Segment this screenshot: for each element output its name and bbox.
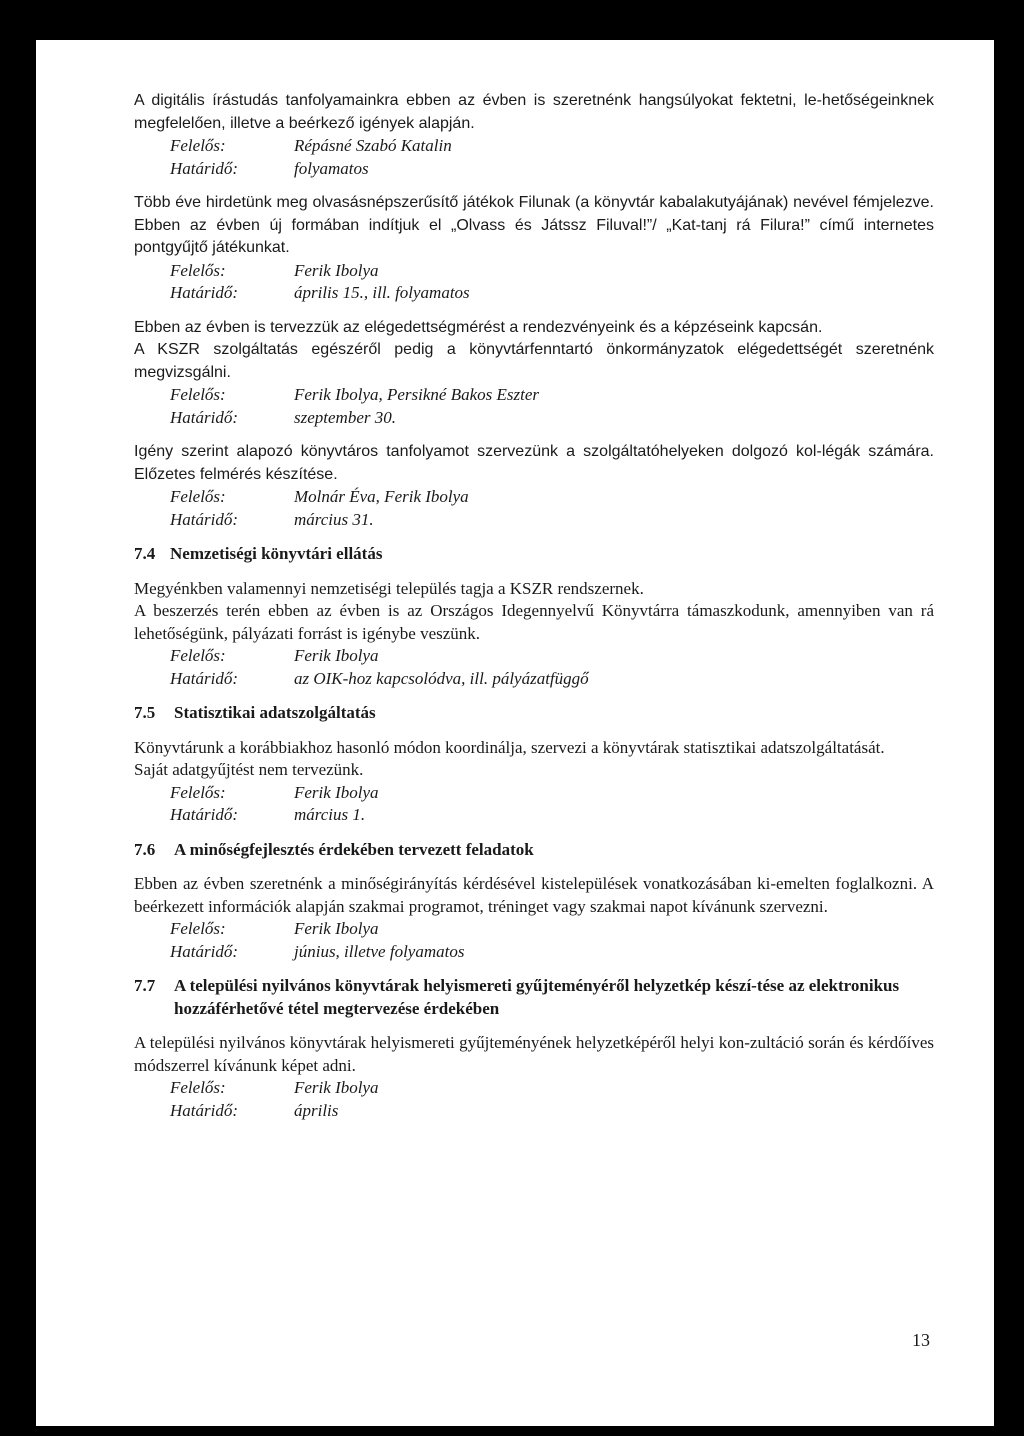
responsible-row xyxy=(134,486,934,509)
section-number: 7.7 xyxy=(134,976,156,995)
deadline-row xyxy=(134,1100,934,1123)
felelos-value: Ferik Ibolya xyxy=(294,646,379,665)
section-number: 7.4 xyxy=(134,544,156,563)
section-title: Statisztikai adatszolgáltatás xyxy=(174,703,376,722)
felelos-value: Molnár Éva, Ferik Ibolya xyxy=(294,487,469,506)
paragraph: A KSZR szolgáltatás egészéről pedig a könyvtárfenntartó önkormányzatok elégedettségét szeretnénk megvizsgálni. xyxy=(134,341,934,381)
felelos-label: Felelős: xyxy=(170,487,226,506)
felelos-label: Felelős: xyxy=(170,385,226,404)
section-number: 7.6 xyxy=(134,839,156,859)
hatarido-label: Határidő: xyxy=(170,407,238,427)
hatarido-value: március 31. xyxy=(294,509,374,529)
paragraph: Megyénkben valamennyi nemzetiségi település tagja a KSZR rendszernek. xyxy=(134,578,644,598)
section-title: A települési nyilvános könyvtárak helyismereti gyűjteményéről helyzetkép készí-tése az elektronikus hozzáférhetővé tétel megtervezése érdekében xyxy=(174,976,900,1018)
section-title: A minőségfejlesztés érdekében tervezett feladatok xyxy=(174,839,534,859)
deadline-row xyxy=(134,941,934,964)
section-heading xyxy=(134,975,934,1020)
hatarido-label: Határidő: xyxy=(170,805,238,824)
paragraph: Saját adatgyűjtést nem tervezünk. xyxy=(134,760,364,779)
paragraph: Könyvtárunk a korábbiakhoz hasonló módon koordinálja, szervezi a könyvtárak statisztikai adatszolgáltatását. xyxy=(134,737,885,757)
hatarido-label: Határidő: xyxy=(170,668,238,688)
paragraph: Ebben az évben szeretnénk a minőségirányítás kérdésével kistelepülések vonatkozásában ki-emelten foglalkozni. A beérkezett információk alapján szakmai programot, tréninget vagy szakmai napot kívánunk szervezni. xyxy=(134,874,934,916)
felelos-label: Felelős: xyxy=(170,646,226,665)
hatarido-label: Határidő: xyxy=(170,509,238,529)
hatarido-value: szeptember 30. xyxy=(294,407,396,427)
hatarido-value: június, illetve folyamatos xyxy=(294,941,465,961)
hatarido-label: Határidő: xyxy=(170,158,238,178)
felelos-value: Répásné Szabó Katalin xyxy=(294,136,452,155)
felelos-value: Ferik Ibolya xyxy=(294,1078,379,1097)
felelos-label: Felelős: xyxy=(170,919,226,938)
responsible-row xyxy=(134,918,934,941)
responsible-row xyxy=(134,1077,934,1100)
felelos-label: Felelős: xyxy=(170,136,226,155)
felelos-value: Ferik Ibolya, Persikné Bakos Eszter xyxy=(294,385,540,404)
hatarido-value: folyamatos xyxy=(294,158,369,178)
hatarido-value: március 1. xyxy=(294,805,366,824)
section-heading xyxy=(134,543,934,566)
felelos-value: Ferik Ibolya xyxy=(294,260,379,280)
hatarido-value: április 15., ill. folyamatos xyxy=(294,283,470,302)
paragraph: A beszerzés terén ebben az évben is az Országos Idegennyelvű Könyvtárra támaszkodunk, amennyiben van rá lehetőségünk, pályázati forrást is igénybe veszünk. xyxy=(134,601,934,643)
responsible-row xyxy=(134,645,934,668)
section-heading xyxy=(134,702,934,725)
hatarido-label: Határidő: xyxy=(170,283,238,302)
hatarido-value: az OIK-hoz kapcsolódva, ill. pályázatfüggő xyxy=(294,668,589,688)
paragraph: A digitális írástudás tanfolyamainkra ebben az évben is szeretnénk hangsúlyokat fektetni, le-hetőségeinknek megfelelően, illetve a beérkező igények alapján. xyxy=(134,92,934,132)
deadline-row xyxy=(134,509,934,532)
hatarido-label: Határidő: xyxy=(170,1100,238,1120)
section-heading xyxy=(134,839,934,862)
paragraph: Ebben az évben is tervezzük az elégedettségmérést a rendezvényeink és a képzéseink kapcsán. xyxy=(134,318,823,336)
page-number: 13 xyxy=(912,1330,930,1350)
responsible-row xyxy=(134,384,934,407)
document-page xyxy=(36,40,994,1426)
paragraph: A települési nyilvános könyvtárak helyismereti gyűjteményének helyzetképéről helyi kon-zultáció során és kérdőíves módszerrel kívánunk képet adni. xyxy=(134,1033,934,1075)
hatarido-value: április xyxy=(294,1100,339,1120)
felelos-label: Felelős: xyxy=(170,260,226,280)
felelos-label: Felelős: xyxy=(170,782,226,802)
responsible-row xyxy=(134,260,934,283)
deadline-row xyxy=(134,158,934,181)
section-number: 7.5 xyxy=(134,703,156,722)
felelos-label: Felelős: xyxy=(170,1078,226,1097)
deadline-row xyxy=(134,668,934,691)
deadline-row xyxy=(134,804,934,827)
felelos-value: Ferik Ibolya xyxy=(294,919,379,938)
felelos-value: Ferik Ibolya xyxy=(294,782,379,802)
deadline-row xyxy=(134,407,934,430)
responsible-row xyxy=(134,782,934,805)
hatarido-label: Határidő: xyxy=(170,941,238,961)
responsible-row xyxy=(134,135,934,158)
paragraph: Több éve hirdetünk meg olvasásnépszerűsítő játékok Filunak (a könyvtár kabalakutyájának) nevével fémjelezve. Ebben az évben új formában indítjuk el „Olvass és Játssz Filuval!”/ „Kat-tanj rá Filura!” című internetes pontgyűjtő játékunkat. xyxy=(134,194,934,256)
section-title: Nemzetiségi könyvtári ellátás xyxy=(170,544,383,563)
page-content xyxy=(134,90,934,1122)
deadline-row xyxy=(134,282,934,305)
paragraph: Igény szerint alapozó könyvtáros tanfolyamot szervezünk a szolgáltatóhelyeken dolgozó kol-légák számára. Előzetes felmérés készítése. xyxy=(134,443,934,483)
